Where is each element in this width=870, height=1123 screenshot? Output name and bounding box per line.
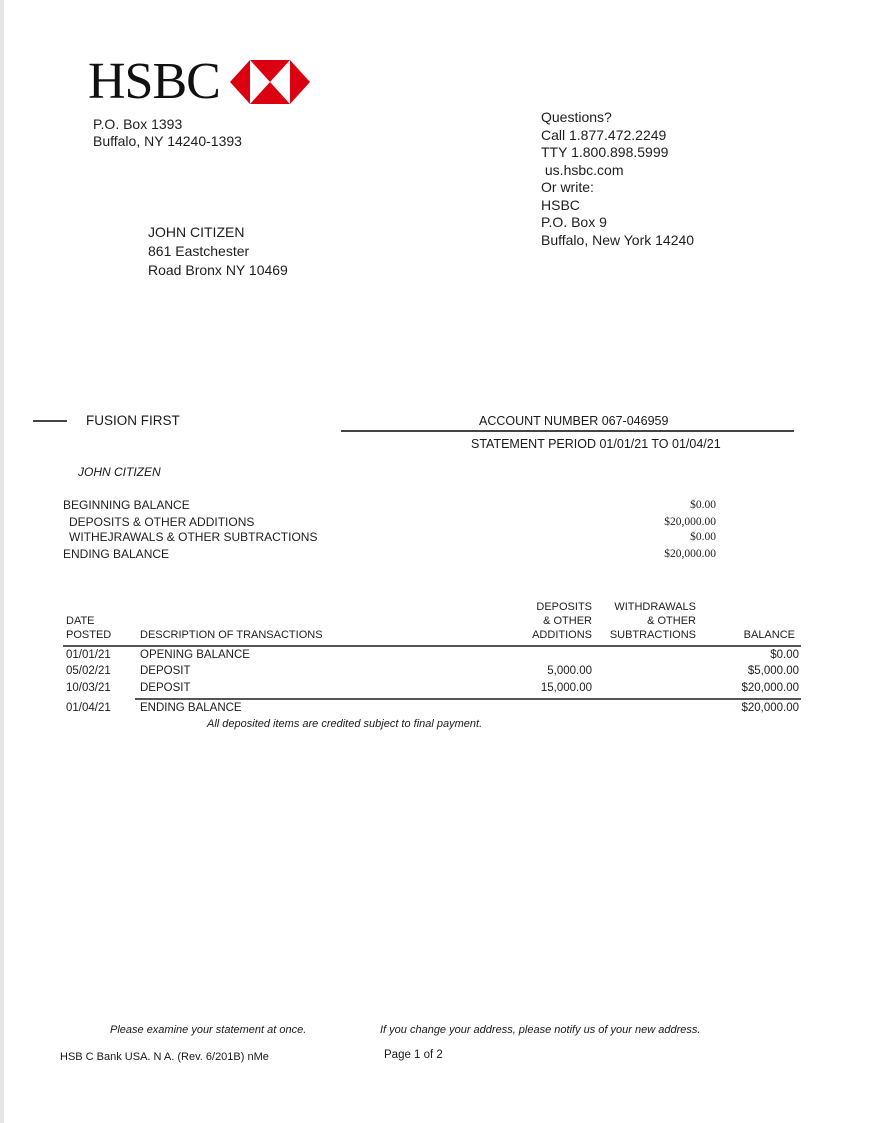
hsbc-logo (88, 53, 310, 110)
header-deposits-line3: ADDITIONS (532, 629, 592, 641)
customer-address-line1: 861 Eastchester (148, 243, 250, 259)
table-header-rule (63, 645, 801, 647)
contact-website: us.hsbc.com (541, 161, 624, 178)
header-withdrawals-line1: WITHDRAWALS (614, 601, 696, 613)
footer-page-number: Page 1 of 2 (384, 1049, 443, 1061)
header-balance: BALANCE (743, 629, 795, 641)
contact-phone: Call 1.877.472.2249 (541, 126, 667, 143)
statement-period: STATEMENT PERIOD 01/01/21 TO 01/04/21 (471, 437, 721, 451)
row-date: 05/02/21 (66, 665, 111, 677)
summary-value-ending: $20,000.00 (664, 548, 716, 560)
row-deposit: 15,000.00 (540, 682, 592, 694)
customer-name: JOHN CITIZEN (148, 224, 245, 240)
contact-tty: TTY 1.800.898.5999 (541, 144, 669, 160)
header-date-line2: POSTED (66, 629, 112, 641)
header-withdrawals (600, 600, 696, 642)
customer-address-line2: Road Bronx NY 10469 (148, 262, 288, 278)
summary-label-beginning: BEGINNING BALANCE (63, 498, 190, 512)
header-withdrawals-line3: SUBTRACTIONS (609, 629, 696, 641)
row-description: OPENING BALANCE (140, 649, 250, 661)
row-balance: $5,000.00 (747, 665, 799, 677)
summary-value-beginning: $0.00 (690, 499, 716, 511)
account-number: ACCOUNT NUMBER 067-046959 (479, 414, 669, 428)
row-deposit: 5,000.00 (547, 665, 592, 677)
summary-value-withdrawals: $0.00 (690, 531, 716, 543)
summary-label-deposits: DEPOSITS & OTHER ADDITIONS (69, 515, 255, 529)
row-description: DEPOSIT (140, 682, 191, 694)
contact-city: Buffalo, New York 14240 (541, 231, 695, 248)
summary-label-withdrawals: WITHEJRAWALS & OTHER SUBTRACTIONS (69, 530, 318, 544)
footer-examine-note: Please examine your statement at once. (110, 1024, 307, 1036)
product-dash (33, 420, 67, 422)
ending-balance: $20,000.00 (741, 702, 799, 714)
return-address (93, 116, 242, 149)
product-name: FUSION FIRST (86, 413, 180, 428)
customer-address (148, 223, 288, 280)
table-ending-rule (135, 698, 801, 700)
row-date: 10/03/21 (66, 682, 111, 694)
ending-description: ENDING BALANCE (140, 702, 242, 714)
footer-form-id: HSB C Bank USA. N A. (Rev. 6/201B) nMe (60, 1051, 269, 1063)
header-date-line1: DATE (66, 615, 95, 627)
hexagon-logo-icon (230, 60, 310, 104)
deposit-note: All deposited items are credited subject to final payment. (207, 718, 483, 730)
row-balance: $20,000.00 (741, 682, 799, 694)
contact-pobox: P.O. Box 9 (541, 214, 607, 230)
contact-questions: Questions? (541, 109, 612, 125)
return-address-line: P.O. Box 1393 (93, 116, 183, 132)
header-date (66, 614, 111, 642)
account-rule (341, 430, 794, 432)
ending-date: 01/04/21 (66, 702, 111, 714)
contact-write: Or write: (541, 179, 594, 195)
row-description: DEPOSIT (140, 665, 191, 677)
summary-value-deposits: $20,000.00 (664, 516, 716, 528)
account-holder: JOHN CITIZEN (78, 465, 161, 479)
return-address-line: Buffalo, NY 14240-1393 (93, 132, 242, 149)
header-deposits-line2: & OTHER (543, 615, 592, 627)
contact-block (541, 109, 694, 249)
summary-label-ending: ENDING BALANCE (63, 547, 170, 561)
contact-name: HSBC (541, 196, 580, 213)
row-balance: $0.00 (770, 649, 799, 661)
logo-wordmark: HSBC (88, 53, 220, 110)
header-deposits-line1: DEPOSITS (536, 601, 592, 613)
header-description: DESCRIPTION OF TRANSACTIONS (140, 629, 323, 641)
page-edge (0, 0, 4, 1123)
header-deposits (512, 600, 592, 642)
row-date: 01/01/21 (66, 649, 111, 661)
header-withdrawals-line2: & OTHER (647, 615, 696, 627)
footer-address-note: If you change your address, please notify us of your new address. (380, 1024, 701, 1036)
